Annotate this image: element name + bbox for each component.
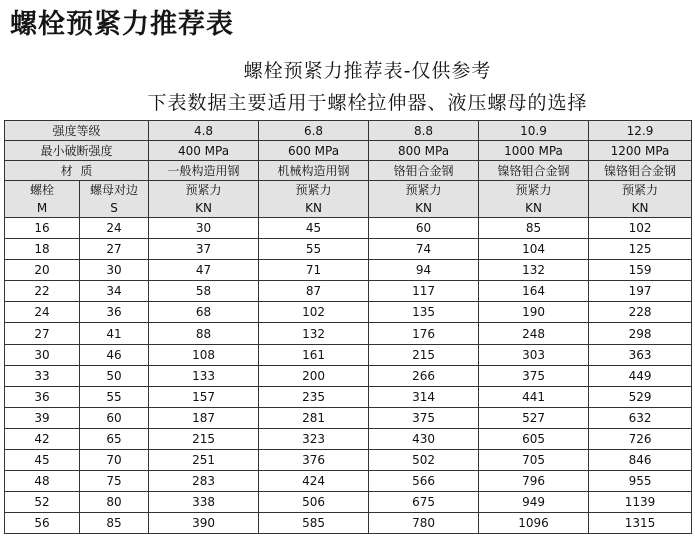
preload-value-cell: 585 bbox=[259, 513, 369, 534]
preload-value-cell: 376 bbox=[259, 450, 369, 471]
nut-size-cell: 70 bbox=[80, 450, 149, 471]
strength-cell: 1200 MPa bbox=[589, 141, 692, 161]
material-cell: 镍铬钼合金钢 bbox=[589, 161, 692, 181]
preload-value-cell: 176 bbox=[369, 323, 479, 344]
bolt-size-cell: 36 bbox=[5, 386, 80, 407]
preload-value-cell: 1096 bbox=[479, 513, 589, 534]
preload-header bbox=[479, 181, 589, 218]
nut-size-cell: 34 bbox=[80, 281, 149, 302]
table-row bbox=[5, 386, 692, 407]
nut-size-cell: 30 bbox=[80, 260, 149, 281]
preload-header bbox=[369, 181, 479, 218]
material-cell: 机械构造用钢 bbox=[259, 161, 369, 181]
bolt-header-label: 螺栓 bbox=[29, 183, 54, 197]
preload-value-cell: 298 bbox=[589, 323, 692, 344]
preload-value-cell: 133 bbox=[149, 365, 259, 386]
preload-value-cell: 55 bbox=[259, 239, 369, 260]
preload-value-cell: 159 bbox=[589, 260, 692, 281]
preload-value-cell: 529 bbox=[589, 386, 692, 407]
preload-value-cell: 45 bbox=[259, 218, 369, 239]
bolt-size-cell: 56 bbox=[5, 513, 80, 534]
preload-header-unit: KN bbox=[631, 201, 649, 215]
preload-value-cell: 164 bbox=[479, 281, 589, 302]
bolt-size-cell: 42 bbox=[5, 428, 80, 449]
preload-header-unit: KN bbox=[305, 201, 322, 215]
preload-value-cell: 632 bbox=[589, 407, 692, 428]
nut-size-cell: 75 bbox=[80, 471, 149, 492]
preload-value-cell: 1315 bbox=[589, 513, 692, 534]
material-cell: 镍铬钼合金钢 bbox=[479, 161, 589, 181]
preload-value-cell: 441 bbox=[479, 386, 589, 407]
nut-size-cell: 46 bbox=[80, 344, 149, 365]
preload-value-cell: 161 bbox=[259, 344, 369, 365]
bolt-size-cell: 30 bbox=[5, 344, 80, 365]
bolt-size-cell: 16 bbox=[5, 218, 80, 239]
table-row bbox=[5, 428, 692, 449]
preload-value-cell: 281 bbox=[259, 407, 369, 428]
preload-value-cell: 117 bbox=[369, 281, 479, 302]
grade-cell: 12.9 bbox=[589, 121, 692, 141]
preload-header-unit: KN bbox=[415, 201, 432, 215]
table-subtitle: 螺栓预紧力推荐表-仅供参考 bbox=[243, 60, 492, 82]
grade-cell: 10.9 bbox=[479, 121, 589, 141]
preload-value-cell: 71 bbox=[259, 260, 369, 281]
nut-header-label: 螺母对边 bbox=[90, 183, 139, 197]
preload-value-cell: 102 bbox=[589, 218, 692, 239]
nut-size-cell: 50 bbox=[80, 365, 149, 386]
nut-size-cell: 36 bbox=[80, 302, 149, 323]
preload-value-cell: 87 bbox=[259, 281, 369, 302]
grade-row bbox=[5, 121, 692, 141]
preload-header-unit: KN bbox=[195, 201, 212, 215]
preload-value-cell: 58 bbox=[149, 281, 259, 302]
table-row bbox=[5, 471, 692, 492]
preload-value-cell: 60 bbox=[369, 218, 479, 239]
strength-cell: 800 MPa bbox=[369, 141, 479, 161]
preload-header-label: 预紧力 bbox=[622, 183, 659, 197]
bolt-size-cell: 48 bbox=[5, 471, 80, 492]
preload-value-cell: 527 bbox=[479, 407, 589, 428]
preload-value-cell: 390 bbox=[149, 513, 259, 534]
table-row bbox=[5, 344, 692, 365]
bolt-size-cell: 22 bbox=[5, 281, 80, 302]
nut-size-cell: 85 bbox=[80, 513, 149, 534]
nut-size-cell: 41 bbox=[80, 323, 149, 344]
preload-header-unit: KN bbox=[525, 201, 542, 215]
preload-header-label: 预紧力 bbox=[515, 183, 552, 197]
table-row bbox=[5, 407, 692, 428]
preload-value-cell: 303 bbox=[479, 344, 589, 365]
preload-value-cell: 375 bbox=[369, 407, 479, 428]
strength-cell: 600 MPa bbox=[259, 141, 369, 161]
preload-value-cell: 605 bbox=[479, 428, 589, 449]
column-header-row bbox=[5, 181, 692, 218]
nut-header-unit: S bbox=[110, 201, 118, 215]
preload-value-cell: 726 bbox=[589, 428, 692, 449]
preload-value-cell: 132 bbox=[259, 323, 369, 344]
preload-value-cell: 88 bbox=[149, 323, 259, 344]
preload-value-cell: 283 bbox=[149, 471, 259, 492]
preload-table bbox=[4, 120, 692, 534]
bolt-header-unit: M bbox=[36, 201, 48, 215]
grade-cell: 6.8 bbox=[259, 121, 369, 141]
bolt-size-cell: 18 bbox=[5, 239, 80, 260]
preload-value-cell: 248 bbox=[479, 323, 589, 344]
table-row bbox=[5, 302, 692, 323]
bolt-size-cell: 45 bbox=[5, 450, 80, 471]
page-title: 螺栓预紧力推荐表 bbox=[10, 9, 234, 40]
material-cell: 铬钼合金钢 bbox=[369, 161, 479, 181]
table-row bbox=[5, 450, 692, 471]
preload-value-cell: 375 bbox=[479, 365, 589, 386]
preload-value-cell: 187 bbox=[149, 407, 259, 428]
strength-cell: 1000 MPa bbox=[479, 141, 589, 161]
preload-value-cell: 197 bbox=[589, 281, 692, 302]
bolt-size-cell: 24 bbox=[5, 302, 80, 323]
preload-header bbox=[259, 181, 369, 218]
bolt-size-cell: 33 bbox=[5, 365, 80, 386]
preload-value-cell: 125 bbox=[589, 239, 692, 260]
preload-value-cell: 780 bbox=[369, 513, 479, 534]
preload-value-cell: 108 bbox=[149, 344, 259, 365]
preload-header bbox=[149, 181, 259, 218]
table-row bbox=[5, 260, 692, 281]
preload-value-cell: 200 bbox=[259, 365, 369, 386]
preload-value-cell: 675 bbox=[369, 492, 479, 513]
preload-value-cell: 1139 bbox=[589, 492, 692, 513]
preload-value-cell: 235 bbox=[259, 386, 369, 407]
preload-value-cell: 102 bbox=[259, 302, 369, 323]
preload-value-cell: 85 bbox=[479, 218, 589, 239]
preload-header-label: 预紧力 bbox=[295, 183, 332, 197]
preload-value-cell: 215 bbox=[149, 428, 259, 449]
grade-cell: 8.8 bbox=[369, 121, 479, 141]
strength-label: 最小破断强度 bbox=[5, 141, 149, 161]
preload-value-cell: 323 bbox=[259, 428, 369, 449]
table-description: 下表数据主要适用于螺栓拉伸器、液压螺母的选择 bbox=[147, 92, 588, 114]
nut-size-cell: 80 bbox=[80, 492, 149, 513]
preload-value-cell: 449 bbox=[589, 365, 692, 386]
preload-value-cell: 251 bbox=[149, 450, 259, 471]
nut-size-cell: 65 bbox=[80, 428, 149, 449]
preload-value-cell: 132 bbox=[479, 260, 589, 281]
preload-value-cell: 955 bbox=[589, 471, 692, 492]
preload-value-cell: 566 bbox=[369, 471, 479, 492]
preload-value-cell: 266 bbox=[369, 365, 479, 386]
preload-value-cell: 157 bbox=[149, 386, 259, 407]
bolt-size-cell: 39 bbox=[5, 407, 80, 428]
preload-value-cell: 506 bbox=[259, 492, 369, 513]
nut-header bbox=[80, 181, 149, 218]
preload-value-cell: 135 bbox=[369, 302, 479, 323]
preload-value-cell: 705 bbox=[479, 450, 589, 471]
preload-value-cell: 338 bbox=[149, 492, 259, 513]
preload-value-cell: 949 bbox=[479, 492, 589, 513]
preload-value-cell: 30 bbox=[149, 218, 259, 239]
table-row bbox=[5, 513, 692, 534]
table-row bbox=[5, 365, 692, 386]
preload-header-label: 预紧力 bbox=[185, 183, 222, 197]
preload-value-cell: 846 bbox=[589, 450, 692, 471]
strength-row bbox=[5, 141, 692, 161]
preload-value-cell: 228 bbox=[589, 302, 692, 323]
bolt-size-cell: 27 bbox=[5, 323, 80, 344]
preload-value-cell: 68 bbox=[149, 302, 259, 323]
table-row bbox=[5, 281, 692, 302]
strength-cell: 400 MPa bbox=[149, 141, 259, 161]
preload-value-cell: 314 bbox=[369, 386, 479, 407]
material-cell: 一般构造用钢 bbox=[149, 161, 259, 181]
nut-size-cell: 24 bbox=[80, 218, 149, 239]
preload-value-cell: 430 bbox=[369, 428, 479, 449]
nut-size-cell: 60 bbox=[80, 407, 149, 428]
preload-header-label: 预紧力 bbox=[405, 183, 442, 197]
preload-header bbox=[589, 181, 692, 218]
material-label: 材 质 bbox=[5, 161, 149, 181]
preload-value-cell: 94 bbox=[369, 260, 479, 281]
preload-value-cell: 215 bbox=[369, 344, 479, 365]
bolt-size-cell: 20 bbox=[5, 260, 80, 281]
preload-value-cell: 190 bbox=[479, 302, 589, 323]
preload-value-cell: 47 bbox=[149, 260, 259, 281]
grade-cell: 4.8 bbox=[149, 121, 259, 141]
preload-value-cell: 424 bbox=[259, 471, 369, 492]
material-row bbox=[5, 161, 692, 181]
table-row bbox=[5, 218, 692, 239]
bolt-size-cell: 52 bbox=[5, 492, 80, 513]
preload-value-cell: 363 bbox=[589, 344, 692, 365]
table-row bbox=[5, 492, 692, 513]
preload-value-cell: 104 bbox=[479, 239, 589, 260]
preload-value-cell: 37 bbox=[149, 239, 259, 260]
nut-size-cell: 27 bbox=[80, 239, 149, 260]
table-row bbox=[5, 239, 692, 260]
nut-size-cell: 55 bbox=[80, 386, 149, 407]
bolt-header bbox=[5, 181, 80, 218]
table-row bbox=[5, 323, 692, 344]
preload-value-cell: 502 bbox=[369, 450, 479, 471]
preload-value-cell: 74 bbox=[369, 239, 479, 260]
preload-value-cell: 796 bbox=[479, 471, 589, 492]
grade-label: 强度等级 bbox=[5, 121, 149, 141]
